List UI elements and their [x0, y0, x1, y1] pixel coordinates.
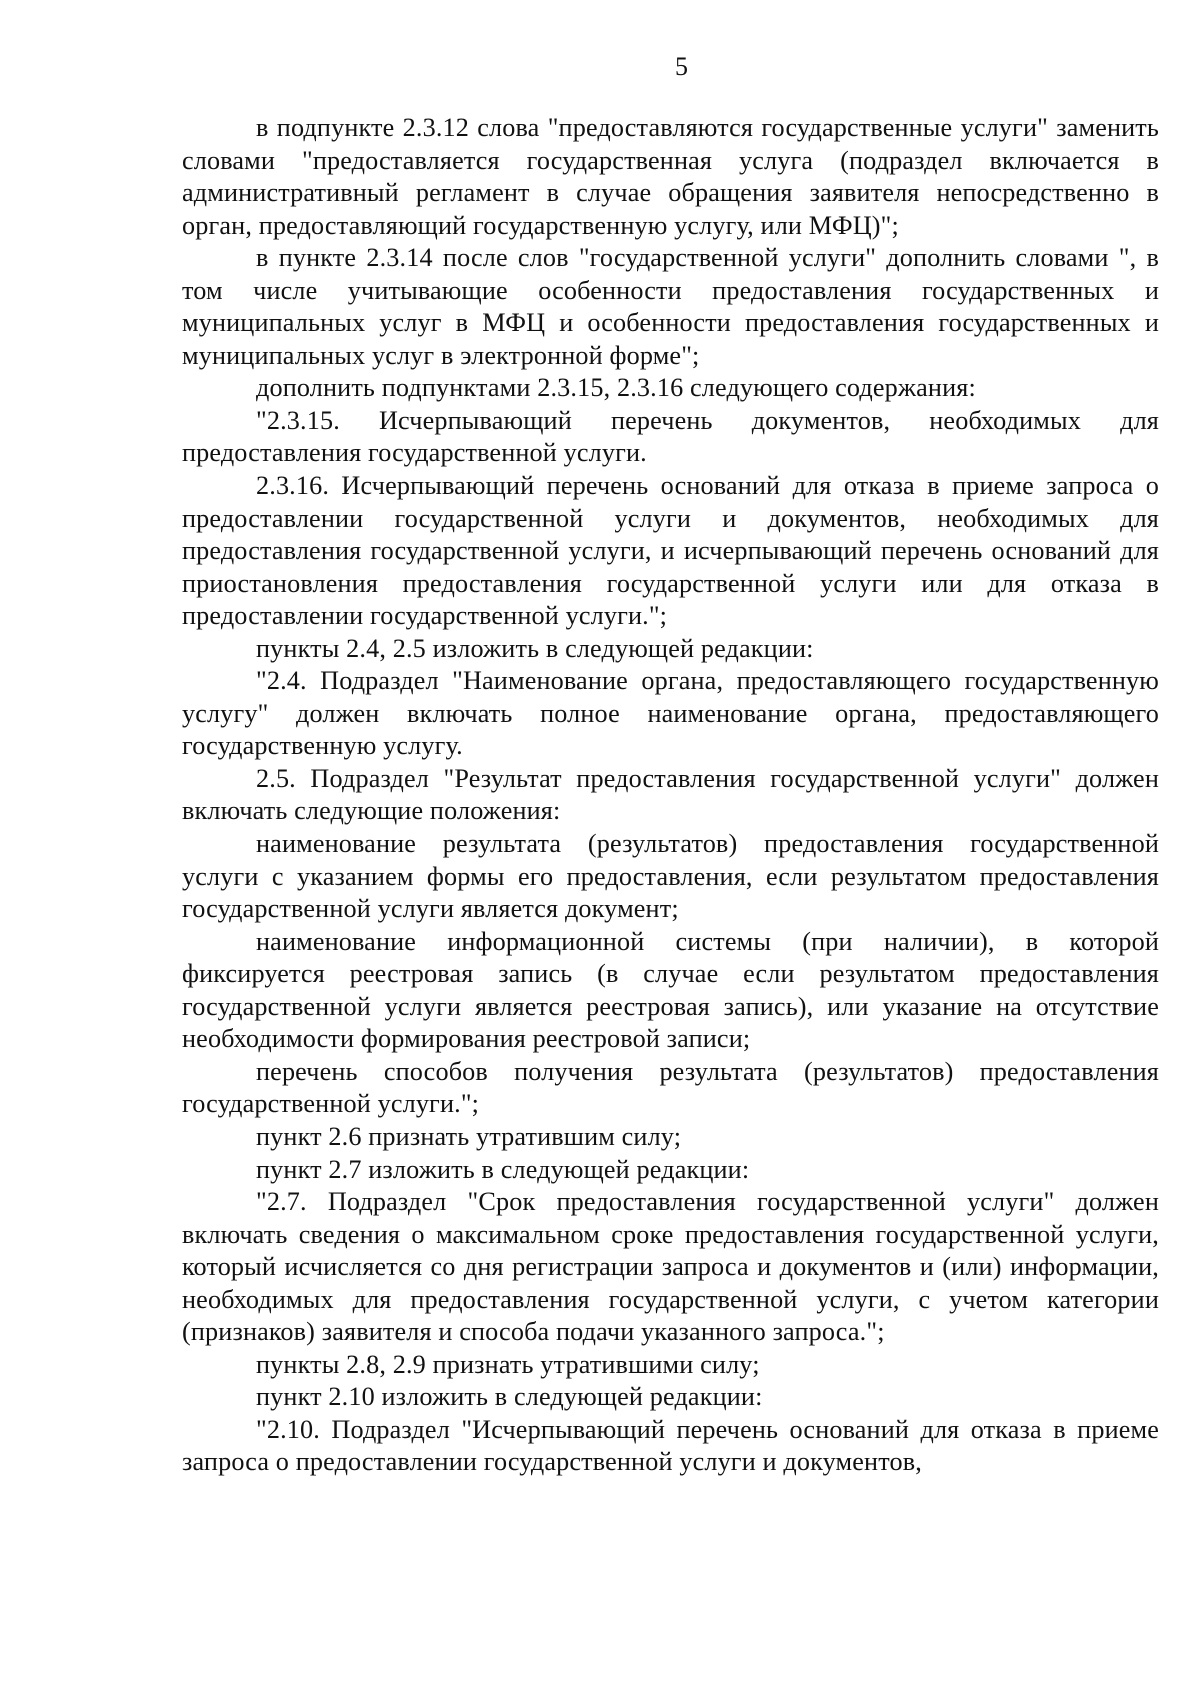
- paragraph-result-methods: перечень способов получения результата (результатов) предоставления государственной услуги.";: [182, 1056, 1159, 1119]
- paragraph-items-2-4-2-5: пункты 2.4, 2.5 изложить в следующей редакции:: [256, 633, 814, 663]
- paragraph-subitem-2-3-15: "2.3.15. Исчерпывающий перечень документов, необходимых для предоставления государственной услуги.: [182, 405, 1159, 468]
- page-number: 5: [675, 52, 688, 81]
- paragraph-item-2-5: 2.5. Подраздел "Результат предоставления государственной услуги" должен включать следующие положения:: [182, 763, 1159, 826]
- paragraph-information-system: наименование информационной системы (при наличии), в которой фиксируется реестровая запись (в случае если результатом предоставления государственной услуги является реестровая запись), или указание на отсутствие необходимости формирования реестровой записи;: [182, 926, 1159, 1054]
- paragraph-item-2-4: "2.4. Подраздел "Наименование органа, предоставляющего государственную услугу" должен включать полное наименование органа, предоставляющего государственную услугу.: [182, 666, 1159, 761]
- paragraph-subitem-2-3-16: 2.3.16. Исчерпывающий перечень оснований для отказа в приеме запроса о предоставлении государственной услуги и документов, необходимых для предоставления государственной услуги, и исчерпывающий перечень оснований для приостановления предоставления государственной услуги или для отказа в предоставлении государственной услуги.";: [182, 471, 1159, 631]
- paragraph-subitem-2-3-12: в подпункте 2.3.12 слова "предоставляются государственные услуги" заменить словами "предоставляется государственная услуга (подраздел включается в административный регламент в случае обращения заявителя непосредственно в орган, предоставляющий государственную услугу, или МФЦ)";: [182, 113, 1159, 240]
- paragraph-add-subitems: дополнить подпунктами 2.3.15, 2.3.16 следующего содержания:: [256, 373, 976, 403]
- paragraph-item-2-10-intro: пункт 2.10 изложить в следующей редакции:: [256, 1382, 763, 1412]
- paragraph-result-name: наименование результата (результатов) предоставления государственной услуги с указанием формы его предоставления, если результатом предоставления государственной услуги является документ;: [182, 829, 1159, 924]
- paragraph-item-2-7-intro: пункт 2.7 изложить в следующей редакции:: [256, 1154, 750, 1184]
- paragraph-item-2-6: пункт 2.6 признать утратившим силу;: [256, 1121, 682, 1151]
- paragraph-item-2-7: "2.7. Подраздел "Срок предоставления государственной услуги" должен включать сведения о максимальном сроке предоставления государственной услуги, который исчисляется со дня регистрации запроса и документов и (или) информации, необходимых для предоставления государственной услуги, с учетом категории (признаков) заявителя и способа подачи указанного запроса.";: [182, 1187, 1159, 1347]
- paragraph-item-2-3-14: в пункте 2.3.14 после слов "государственной услуги" дополнить словами ", в том числе учитывающие особенности предоставления государственных и муниципальных услуг в МФЦ и особенности предоставления государственных и муниципальных услуг в электронной форме";: [182, 243, 1159, 370]
- paragraph-item-2-10: "2.10. Подраздел "Исчерпывающий перечень оснований для отказа в приеме запроса о предоставлении государственной услуги и документов,: [182, 1414, 1159, 1477]
- document-body: [182, 112, 1159, 1479]
- paragraph-items-2-8-2-9: пункты 2.8, 2.9 признать утратившими силу;: [256, 1349, 760, 1379]
